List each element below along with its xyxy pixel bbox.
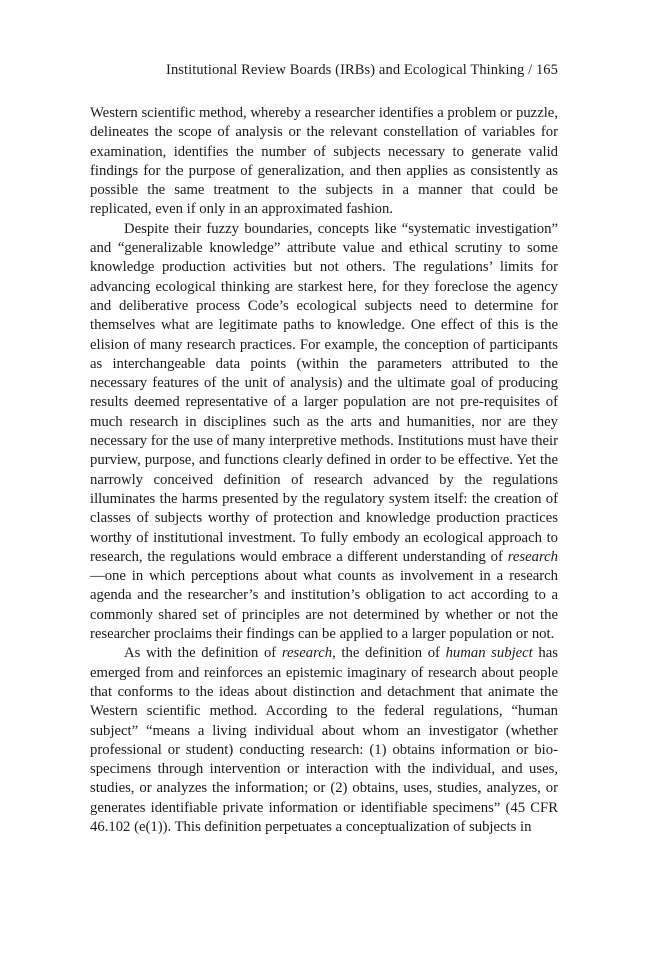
paragraph-1 [90, 104, 558, 220]
page-number: 165 [535, 62, 558, 78]
paragraph-1-text: Western scientific method, whereby a researcher identifies a problem or puzzle, delineates the scope of analysis or the relevant constellation of variables for examination, identifies the number of subjects necessary to generate valid findings for the purpose of generalization, and then applies as consistently as possible the same treatment to the subjects in a manner that could be replicated, even if only in an approximated fashion. [90, 105, 558, 218]
paragraph-2 [90, 220, 558, 645]
paragraph-2-text-b: —one in which perceptions about what counts as involvement in a research agenda and the researcher’s and institution’s obligation to act according to a commonly shared set of principles are not determined by whether or not the researcher proclaims their findings can be applied to a larger population or not. [90, 568, 558, 643]
paragraph-3-emphasis-human-subject: human subject [445, 645, 533, 662]
book-page [90, 60, 558, 837]
paragraph-3 [90, 644, 558, 837]
running-head [90, 60, 558, 80]
paragraph-3-text-c: has emerged from and reinforces an epistemic imaginary of research about people that conforms to the ideas about distinction and detachment that animate the Western scientific method. According to the federal regulations, “human subject” “means a living individual about whom an investigator (whether professional or student) conducting research: (1) obtains information or bio-specimens through intervention or interaction with the individual, and uses, studies, or analyzes the information; or (2) obtains, uses, studies, analyzes, or generates identifiable private information or identifiable specimens” (45 CFR 46.102 (e(1)). This definition perpetuates a conceptualization of subjects in [90, 645, 558, 835]
paragraph-3-text-b: , the definition of [332, 645, 446, 662]
header-separator: / [528, 62, 533, 78]
paragraph-2-emphasis: research [507, 548, 558, 565]
running-title: Institutional Review Boards (IRBs) and Ecological Thinking [166, 62, 525, 78]
body-text [90, 104, 558, 837]
paragraph-3-emphasis-research: research [281, 645, 333, 662]
paragraph-2-text-a: Despite their fuzzy boundaries, concepts like “systematic investigation” and “generalizable knowledge” attribute value and ethical scrutiny to some knowledge production activities but not others. The regulations’ limits for advancing ecological thinking are starkest here, for they foreclose the agency and deliberative process Code’s ecological subjects need to determine for themselves what are legitimate paths to knowledge. One effect of this is the elision of many research practices. For example, the conception of participants as interchangeable data points (within the parameters attributed to the necessary features of the unit of analysis) and the ultimate goal of producing results deemed representative of a larger population are not pre-requisites of much research in disciplines such as the arts and humanities, nor are they necessary for the use of many interpretive methods. Institutions must have their purview, purpose, and functions clearly defined in order to be effective. Yet the narrowly conceived definition of research advanced by the regulations illuminates the harms presented by the regulatory system itself: the creation of classes of subjects worthy of protection and knowledge production practices worthy of institutional investment. To fully embody an ecological approach to research, the regulations would embrace a different understanding of [90, 220, 558, 565]
paragraph-3-text-a: As with the definition of [124, 645, 282, 662]
